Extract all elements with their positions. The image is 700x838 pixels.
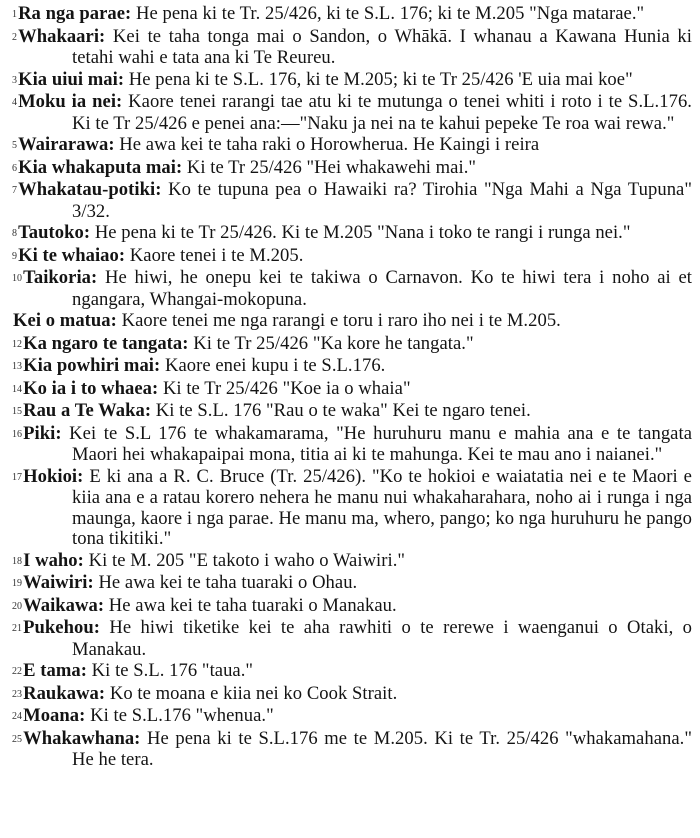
- footnote-text: E ki ana a R. C. Bruce (Tr. 25/426). "Ko te hokioi e waiatatia nei e te Maori e kiia ana e a ratau korero nehera he manu nui whakaharahara, noho ai i runga i nga maunga, kaore i nga parae. He manu ma, whero, pango; ko nga huruhuru he pango tona tikitiki.": [72, 465, 692, 549]
- footnote-text: He pena ki te S.L.176 me te M.205. Ki te Tr. 25/426 "whakamahana." He he tera.: [72, 727, 692, 770]
- footnote-text: Ki te S.L.176 "whenua.": [85, 705, 274, 726]
- footnote-number: 15: [12, 406, 23, 417]
- footnote-number: 8: [12, 228, 18, 239]
- footnote-term: Waiwiri:: [23, 572, 94, 593]
- footnote-number: 20: [12, 600, 23, 612]
- footnote-term: Wairarawa:: [18, 134, 115, 155]
- footnote-term: Taikoria:: [23, 267, 98, 288]
- footnote-2: [6, 27, 692, 69]
- footnote-text: He awa kei te taha tuaraki o Ohau.: [93, 572, 358, 593]
- footnote-8: [6, 223, 692, 245]
- footnote-text: Kaore tenei me nga rarangi e toru i raro iho nei i te M.205.: [116, 310, 561, 331]
- footnote-4: [6, 92, 692, 134]
- footnote-15: [6, 401, 692, 423]
- footnote-14: [6, 379, 692, 401]
- footnote-number: 25: [12, 733, 23, 745]
- footnote-term: Ra nga parae:: [18, 3, 132, 24]
- footnote-20: [6, 596, 692, 618]
- footnote-text: He pena ki te Tr. 25/426, ki te S.L. 176; ki te M.205 "Nga matarae.": [131, 3, 645, 24]
- footnote-13: [6, 356, 692, 378]
- footnote-11: [6, 311, 692, 333]
- footnote-number: 22: [12, 666, 23, 677]
- footnote-term: Ki te whaiao:: [18, 244, 126, 266]
- footnote-term: Pukehou:: [23, 617, 100, 638]
- footnote-term: Ka ngaro te tangata:: [23, 332, 189, 354]
- footnote-term: I waho:: [23, 549, 84, 571]
- footnote-term: Ko ia i to whaea:: [23, 377, 159, 399]
- footnote-18: [6, 551, 692, 573]
- footnote-number: 2: [12, 31, 18, 43]
- footnote-term: Rau a Te Waka:: [23, 400, 152, 421]
- footnote-number: 3: [12, 74, 18, 86]
- footnote-number: 14: [12, 383, 23, 395]
- footnote-text: Ki te M. 205 "E takoto i waho o Waiwiri.": [83, 549, 406, 571]
- footnote-term: Kei o matua:: [13, 310, 117, 331]
- footnote-text: Ko te moana e kiia nei ko Cook Strait.: [105, 682, 398, 704]
- footnote-text: Kaore enei kupu i te S.L.176.: [160, 355, 386, 376]
- footnote-number: 5: [12, 140, 18, 151]
- footnote-text: He hiwi, he onepu kei te takiwa o Carnavon. Ko te hiwi tera i noho ai et ngangara, Whangai-mokopuna.: [72, 267, 692, 310]
- footnote-term: E tama:: [23, 660, 87, 681]
- footnote-text: Ki te S.L. 176 "taua.": [86, 660, 254, 681]
- footnote-text: Kaore tenei rarangi tae atu ki te mutunga o tenei whiti i roto i te S.L.176. Ki te Tr 25/426 e penei ana:—"Naku ja nei na te kahui pepeke Te roa wai rewa.": [72, 91, 692, 134]
- footnote-term: Moku ia nei:: [18, 91, 123, 112]
- footnote-23: [6, 684, 692, 706]
- footnote-text: Ki te Tr 25/426 "Ka kore he tangata.": [188, 332, 474, 354]
- footnote-number: 18: [12, 555, 23, 567]
- footnote-text: He hiwi tiketike kei te aha rawhiti o te rerewe i waenganui o Otaki, o Manakau.: [72, 617, 692, 660]
- footnote-19: [6, 573, 692, 595]
- footnote-17: [6, 467, 692, 550]
- footnote-text: He awa kei te taha raki o Horowheruа. He Kaingi i reira: [114, 134, 540, 155]
- footnote-number: 12: [12, 338, 23, 350]
- footnote-term: Whakatau-potiki:: [18, 179, 162, 200]
- footnote-10: [6, 268, 692, 310]
- footnote-text: Ko te tupuna pea o Hawaiki ra? Tirohia "Nga Mahi a Nga Tupuna" 3/32.: [72, 179, 692, 222]
- footnote-term: Kia uiui mai:: [18, 68, 125, 90]
- footnote-6: [6, 158, 692, 180]
- footnote-24: [6, 706, 692, 728]
- footnote-21: [6, 618, 692, 660]
- footnote-text: He pena ki te Tr 25/426. Ki te M.205 "Nana i toko te rangi i runga nei.": [90, 222, 631, 243]
- footnote-number: 9: [12, 250, 18, 262]
- footnote-term: Waikawa:: [23, 594, 105, 616]
- footnote-term: Piki:: [23, 422, 62, 444]
- footnote-text: Ki te Tr 25/426 "Koe ia o whaia": [158, 377, 411, 399]
- footnote-number: 4: [12, 97, 18, 108]
- footnote-number: 24: [12, 711, 23, 722]
- footnote-term: Whakaari:: [18, 25, 106, 47]
- footnote-term: Hokioi:: [23, 465, 84, 487]
- footnote-term: Moana:: [23, 705, 86, 726]
- footnote-16: [6, 424, 692, 466]
- footnote-text: Kei te S.L 176 te whakamarama, "He huruhuru manu e mahia ana e te tangata Maori hei whakapaipai mona, titia ai ki te mahunga. Kei te mau ano i naianei.": [61, 422, 692, 465]
- footnote-number: 7: [12, 185, 18, 196]
- footnote-text: Kaore tenei i te M.205.: [125, 244, 304, 266]
- footnote-9: [6, 246, 692, 268]
- footnote-number: 10: [12, 273, 23, 284]
- footnote-term: Kia powhiri mai:: [23, 355, 161, 376]
- footnote-number: 6: [12, 162, 18, 174]
- footnote-22: [6, 661, 692, 683]
- footnote-term: Tautoko:: [18, 222, 91, 243]
- footnote-number: 23: [12, 688, 23, 700]
- footnote-1: [6, 4, 692, 26]
- footnote-25: [6, 729, 692, 771]
- footnote-number: 16: [12, 428, 23, 440]
- footnote-text: Ki te Tr 25/426 "Hei whakawehi mai.": [182, 156, 477, 178]
- footnote-term: Kia whakaputa mai:: [18, 156, 183, 178]
- footnote-3: [6, 70, 692, 92]
- footnote-number: 17: [12, 471, 23, 483]
- footnote-12: [6, 334, 692, 356]
- footnote-text: He awa kei te taha tuaraki o Manakau.: [104, 594, 397, 616]
- footnote-term: Raukawa:: [23, 682, 106, 704]
- footnote-5: [6, 135, 692, 157]
- footnote-text: Ki te S.L. 176 "Rau o te waka" Kei te ngaro tenei.: [151, 400, 531, 421]
- footnote-number: 13: [12, 361, 23, 372]
- footnote-7: [6, 180, 692, 222]
- footnote-text: Kei te taha tonga mai o Sandon, o Whākā. I whanau a Kawana Hunia ki tetahi wahi e tata ana ki Te Reureu.: [72, 25, 692, 68]
- footnote-text: He pena ki te S.L. 176, ki te M.205; ki te Tr 25/426 'E uia mai koe": [124, 68, 633, 90]
- footnote-number: 21: [12, 623, 23, 634]
- footnote-term: Whakawhana:: [23, 727, 141, 749]
- footnote-number: 19: [12, 578, 23, 589]
- footnote-number: 1: [12, 9, 18, 20]
